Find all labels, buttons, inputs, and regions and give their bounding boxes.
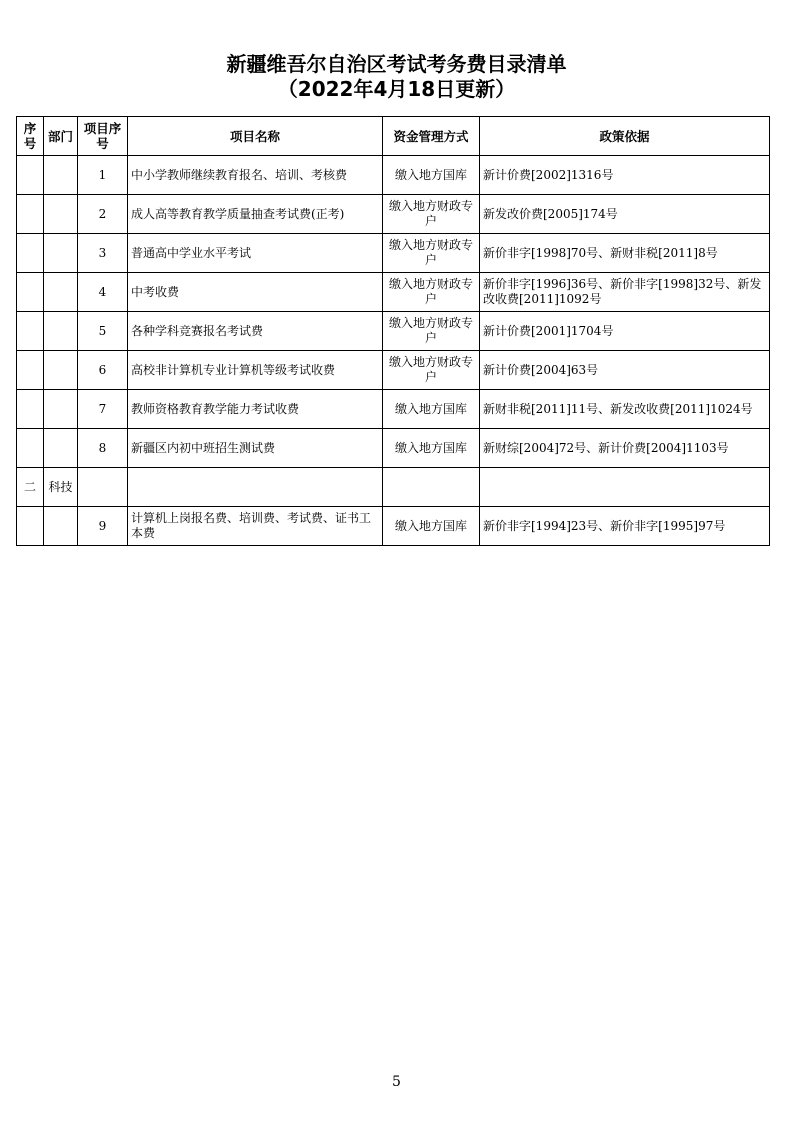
table-row xyxy=(17,507,770,546)
cell-dept: 科技 xyxy=(44,468,78,507)
cell-fund: 缴入地方国库 xyxy=(383,507,480,546)
cell-fund: 缴入地方财政专户 xyxy=(383,351,480,390)
cell-seq xyxy=(17,195,44,234)
cell-basis: 新发改价费[2005]174号 xyxy=(480,195,770,234)
cell-seq xyxy=(17,312,44,351)
cell-dept xyxy=(44,195,78,234)
cell-item-name: 各种学科竞赛报名考试费 xyxy=(128,312,383,351)
cell-item-no: 6 xyxy=(78,351,128,390)
table-row xyxy=(17,273,770,312)
header-seq: 序号 xyxy=(17,117,44,156)
cell-dept xyxy=(44,390,78,429)
cell-dept xyxy=(44,156,78,195)
cell-item-name: 普通高中学业水平考试 xyxy=(128,234,383,273)
cell-fund: 缴入地方财政专户 xyxy=(383,195,480,234)
cell-seq xyxy=(17,429,44,468)
header-item-no: 项目序号 xyxy=(78,117,128,156)
table-row xyxy=(17,156,770,195)
cell-item-name: 教师资格教育教学能力考试收费 xyxy=(128,390,383,429)
cell-basis: 新计价费[2002]1316号 xyxy=(480,156,770,195)
cell-basis: 新财非税[2011]11号、新发改收费[2011]1024号 xyxy=(480,390,770,429)
cell-fund: 缴入地方国库 xyxy=(383,390,480,429)
page-number: 5 xyxy=(392,1074,401,1090)
cell-fund xyxy=(383,468,480,507)
cell-item-no: 4 xyxy=(78,273,128,312)
title-line-1: 新疆维吾尔自治区考试考务费目录清单 xyxy=(226,52,567,76)
cell-seq: 二 xyxy=(17,468,44,507)
cell-dept xyxy=(44,429,78,468)
cell-basis: 新价非字[1998]70号、新财非税[2011]8号 xyxy=(480,234,770,273)
cell-item-no: 7 xyxy=(78,390,128,429)
cell-fund: 缴入地方财政专户 xyxy=(383,234,480,273)
header-fund-management: 资金管理方式 xyxy=(383,117,480,156)
cell-item-no: 5 xyxy=(78,312,128,351)
table-row xyxy=(17,312,770,351)
table-row xyxy=(17,429,770,468)
cell-fund: 缴入地方国库 xyxy=(383,429,480,468)
cell-dept xyxy=(44,351,78,390)
cell-dept xyxy=(44,273,78,312)
cell-seq xyxy=(17,390,44,429)
fee-list-table xyxy=(16,116,770,546)
cell-item-no: 8 xyxy=(78,429,128,468)
cell-item-name: 新疆区内初中班招生测试费 xyxy=(128,429,383,468)
cell-item-no: 3 xyxy=(78,234,128,273)
cell-basis: 新财综[2004]72号、新计价费[2004]1103号 xyxy=(480,429,770,468)
cell-basis: 新价非字[1994]23号、新价非字[1995]97号 xyxy=(480,507,770,546)
cell-item-name: 中小学教师继续教育报名、培训、考核费 xyxy=(128,156,383,195)
table-row xyxy=(17,390,770,429)
header-dept: 部门 xyxy=(44,117,78,156)
cell-basis: 新价非字[1996]36号、新价非字[1998]32号、新发改收费[2011]1092号 xyxy=(480,273,770,312)
table-row xyxy=(17,234,770,273)
cell-seq xyxy=(17,273,44,312)
title-line-2: （2022年4月18日更新） xyxy=(277,77,516,101)
cell-item-name: 中考收费 xyxy=(128,273,383,312)
cell-item-no: 1 xyxy=(78,156,128,195)
cell-basis xyxy=(480,468,770,507)
cell-basis: 新计价费[2004]63号 xyxy=(480,351,770,390)
cell-item-name xyxy=(128,468,383,507)
cell-item-name: 计算机上岗报名费、培训费、考试费、证书工本费 xyxy=(128,507,383,546)
document-title xyxy=(0,52,793,102)
table-header-row xyxy=(17,117,770,156)
cell-fund: 缴入地方财政专户 xyxy=(383,312,480,351)
header-item-name: 项目名称 xyxy=(128,117,383,156)
cell-dept xyxy=(44,234,78,273)
header-policy-basis: 政策依据 xyxy=(480,117,770,156)
cell-item-name: 成人高等教育教学质量抽查考试费(正考) xyxy=(128,195,383,234)
table-row xyxy=(17,351,770,390)
cell-fund: 缴入地方国库 xyxy=(383,156,480,195)
cell-item-no xyxy=(78,468,128,507)
cell-seq xyxy=(17,234,44,273)
table-row-section xyxy=(17,468,770,507)
cell-seq xyxy=(17,351,44,390)
cell-item-no: 9 xyxy=(78,507,128,546)
cell-item-name: 高校非计算机专业计算机等级考试收费 xyxy=(128,351,383,390)
cell-seq xyxy=(17,507,44,546)
cell-dept xyxy=(44,507,78,546)
table-row xyxy=(17,195,770,234)
cell-dept xyxy=(44,312,78,351)
cell-item-no: 2 xyxy=(78,195,128,234)
cell-basis: 新计价费[2001]1704号 xyxy=(480,312,770,351)
cell-seq xyxy=(17,156,44,195)
cell-fund: 缴入地方财政专户 xyxy=(383,273,480,312)
